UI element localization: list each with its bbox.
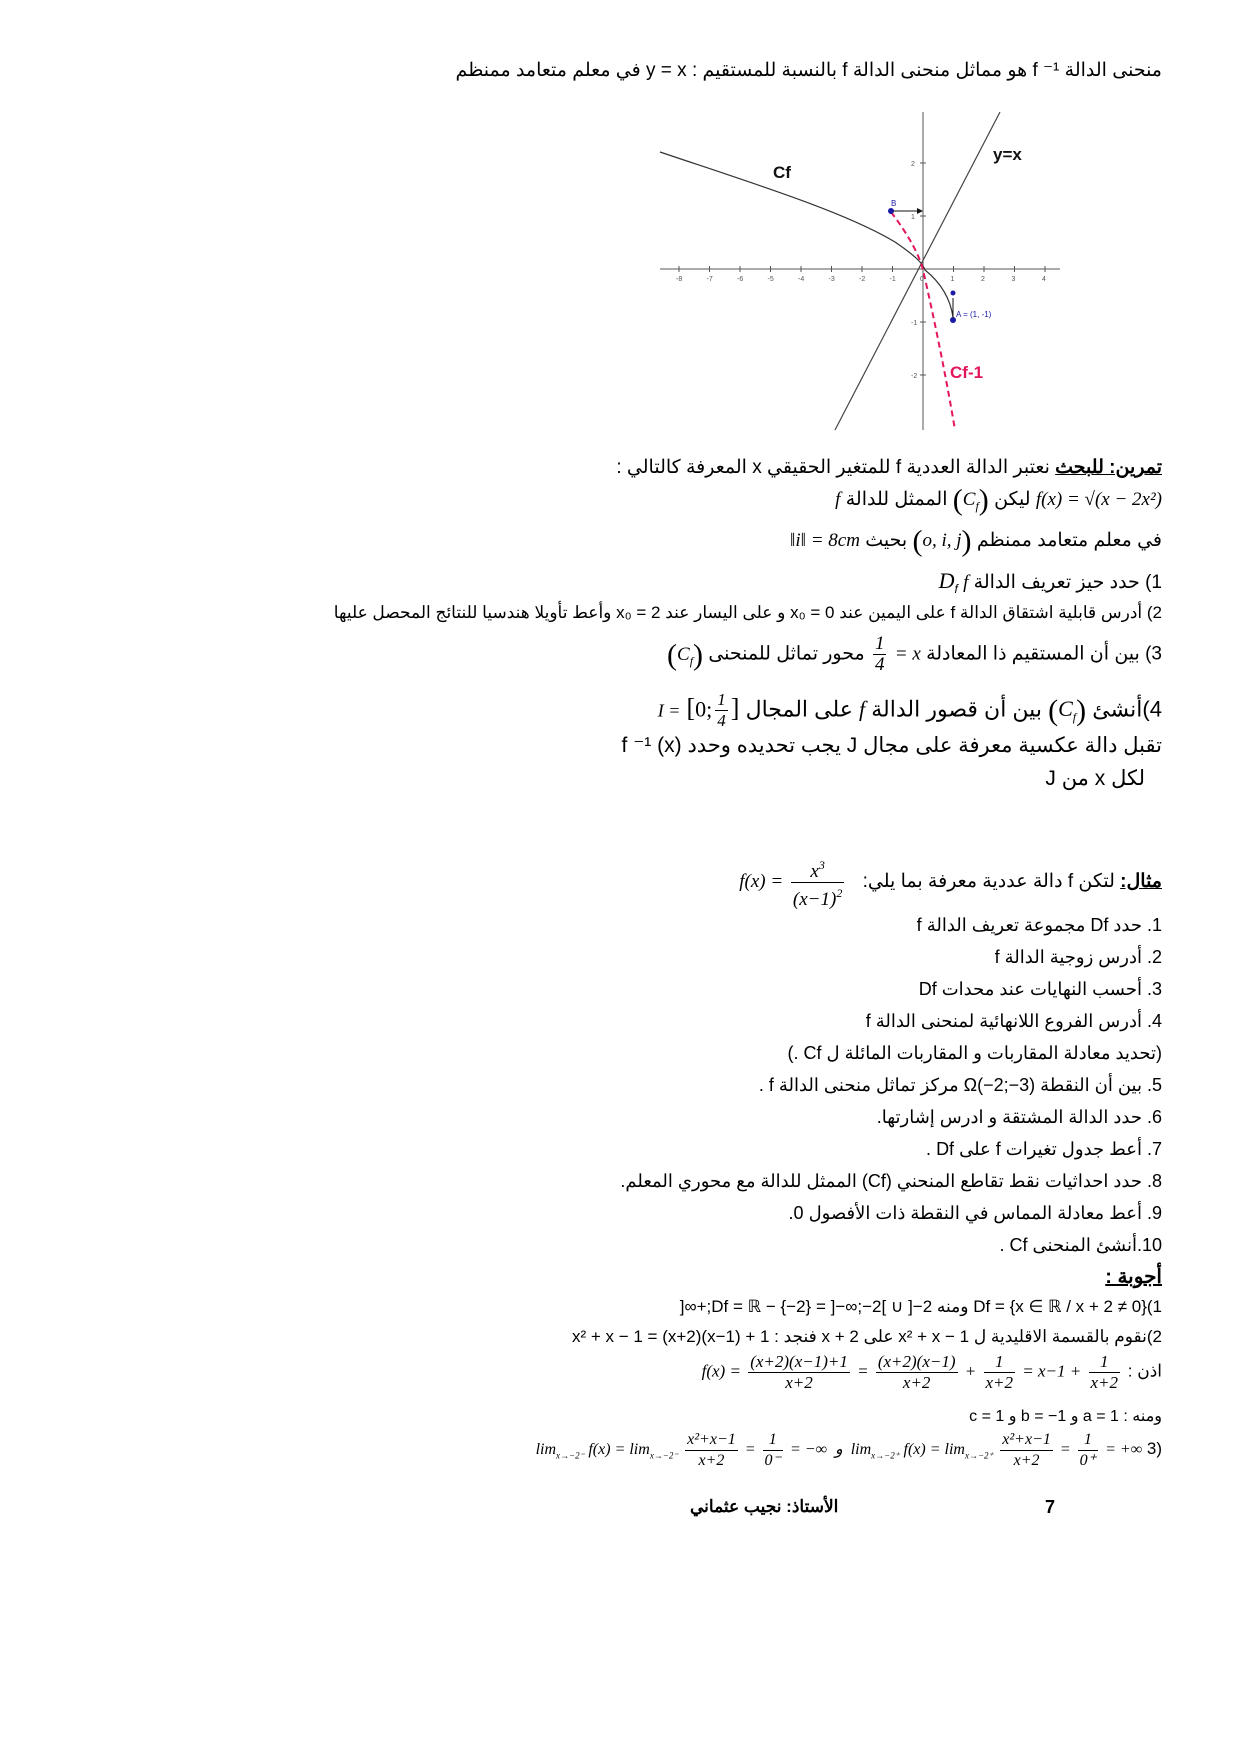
example-item: 7. أعط جدول تغيرات f على Df . [926, 1139, 1162, 1159]
example-item: 8. حدد احداثيات نقط تقاطع المنحني (Cf) الممثل للدالة مع محوري المعلم. [620, 1171, 1162, 1191]
y-axis-ticks [911, 161, 926, 380]
label-y-equals-x: y=x [993, 145, 1022, 164]
label-a: A = (1, -1) [956, 310, 992, 319]
x-tick-label: 1 [950, 276, 955, 283]
line-y-equals-x [835, 112, 1000, 430]
example-item: 9. أعط معادلة المماس في النقطة ذات الأفصول 0. [788, 1203, 1162, 1223]
x-tick-label: -3 [828, 276, 835, 283]
example-item: 4. أدرس الفروع اللانهائية لمنحنى الدالة f [865, 1011, 1162, 1031]
arrowhead-b [917, 208, 923, 214]
example-title: مثال: [1120, 870, 1162, 892]
label-cf-inverse: Cf-1 [950, 363, 984, 382]
answer-2: 2)نقوم بالقسمة الاقليدية ل x² + x − 1 على x + 2 فنجد : x² + x − 1 = (x+2)(x−1) + 1 [571, 1327, 1162, 1346]
example-item: 5. بين أن النقطة Ω(−2;−3) مركز تماثل منحنى الدالة f . [758, 1075, 1162, 1095]
x-tick-label: 2 [981, 276, 985, 283]
x-tick-label: -1 [889, 276, 896, 283]
frame-notation: (o, i, j) [912, 524, 972, 558]
norm-i: ‖i‖ = 8cm [790, 530, 860, 551]
example-formula: f(x) = $\frac{x^3}{(x-1)^2}$ [739, 855, 847, 910]
x-tick-label: -8 [676, 276, 683, 283]
question-3: 3) بين أن المستقيم ذا المعادلة x = $\frac{1}{4}$ محور تماثل للمنحنى $(C_f)$ [667, 633, 1162, 675]
page-number: 7 [1045, 1497, 1056, 1517]
example-item: (تحديد معادلة المقاربات و المقاربات المائلة ل Cf .) [787, 1043, 1162, 1063]
question-2: 2) أدرس قابلية اشتقاق الدالة f على اليمين عند x₀ = 0 و على اليسار عند 2 = x₀ وأعط تأويلا هندسيا للنتائج المحصل عليها [333, 603, 1162, 622]
x-tick-label: -7 [706, 276, 713, 283]
exercise-line3: في معلم متعامد ممنظم (o, i, j) بحيث ‖i‖ = 8cm [790, 524, 1162, 558]
question-4: 4)أنشئ $(C_f)$ بين أن قصور الدالة f على المجال I = [0; $\frac{1}{4}$ ] [657, 690, 1162, 730]
answers-title: أجوبة : [1105, 1266, 1162, 1288]
question-4-line3: لكل x من J [1045, 767, 1145, 790]
y-tick-label: -1 [911, 320, 918, 327]
example-items [262, 912, 1162, 1264]
answer-3: (3 $\lim_{x\to-2^-} f(x) = \lim_{x\to-2^-}$ $\frac{\text{x²+x−1}}{x+2}$ = $\frac{1}{0^-}$ = −∞ و $\lim_{x\to-2^+} f(x) = \lim_{x\to-2^+}$ $\frac{\text{x²+x−1}}{x+2}$ = $\frac{1}{0^+}$ = +∞ [535, 1431, 1162, 1469]
example-item: 1. حدد Df مجموعة تعريف الدالة f [916, 915, 1162, 935]
example-item: 10.أنشئ المنحنى Cf . [999, 1235, 1162, 1255]
exercise-title: تمرين: للبحث [1055, 457, 1162, 478]
x-tick-label: -5 [767, 276, 774, 283]
label-b: B [891, 199, 897, 208]
x-tick-label: -2 [859, 276, 866, 283]
question-4-line2: تقبل دالة عكسية معرفة على مجال J يجب تحديده وحدد f ⁻¹ (x) [621, 734, 1162, 757]
y-tick-label: 1 [911, 214, 915, 221]
division-formula: f(x) = $\frac{(x+2)(x-1)+1}{x+2}$ = $\frac{(x+2)(x-1)}{x+2}$ + $\frac{1}{x+2}$ = x−1 + $\frac{1}{x+2}$ [701, 1352, 1119, 1392]
exercise-intro: تمرين: للبحث نعتبر الدالة العددية f للمتغير الحقيقي x المعرفة كالتالي : [616, 457, 1162, 478]
point-a2 [951, 291, 956, 296]
example-item: 6. حدد الدالة المشتقة و ادرس إشارتها. [876, 1107, 1162, 1127]
x-tick-label: -6 [737, 276, 744, 283]
example-intro: مثال: لتكن f دالة عددية معرفة بما يلي: f(x) = $\frac{x^3}{(x-1)^2}$ [739, 855, 1162, 910]
example-item: 2. أدرس زوجية الدالة f [994, 947, 1162, 967]
limits-formula: $\lim_{x\to-2^-} f(x) = \lim_{x\to-2^-}$ $\frac{\text{x²+x−1}}{x+2}$ = $\frac{1}{0^-}$ = −∞ و $\lim_{x\to-2^+} f(x) = \lim_{x\to-2^+}$ $\frac{\text{x²+x−1}}{x+2}$ = $\frac{1}{0^+}$ = +∞ [535, 1431, 1143, 1469]
answer-2-result: ومنه : a = 1 و b = −1 و c = 1 [969, 1408, 1162, 1425]
question-1: 1) حدد حيز تعريف الدالة $D_f$ f [938, 568, 1162, 596]
answer-2-division: اذن : f(x) = $\frac{(x+2)(x-1)+1}{x+2}$ = $\frac{(x+2)(x-1)}{x+2}$ + $\frac{1}{x+2}$ = x−1 + $\frac{1}{x+2}$ [701, 1352, 1162, 1392]
exercise-line2: f(x) = √(x − 2x²) ليكن $(C_f)$ الممثل للدالة f [835, 483, 1162, 517]
x-tick-label: 3 [1011, 276, 1016, 283]
label-cf: Cf [773, 163, 791, 182]
x-tick-label: 0 [920, 276, 924, 283]
x-tick-label: 4 [1042, 276, 1046, 283]
x-tick-label: -4 [798, 276, 805, 283]
curve-cf [660, 152, 953, 317]
y-tick-label: 2 [911, 161, 915, 168]
fraction-one-quarter: $\frac{1}{4}$ [874, 633, 885, 675]
intro-sentence: منحنى الدالة f ⁻¹ هو مماثل منحنى الدالة f بالنسبة للمستقيم : y = x في معلم متعامد ممنظم [455, 60, 1162, 81]
author: الأستاذ: نجيب عثماني [690, 1497, 839, 1516]
function-graph [655, 112, 1075, 432]
formula-f: f(x) = √(x − 2x²) [1035, 489, 1162, 510]
y-tick-label: -2 [911, 373, 918, 380]
answer-1: Df = {x ∈ ℝ / x + 2 ≠ 0}(1 ومنه Df = ℝ − {−2} = ]−∞;−2[ ∪ ]−2;+∞[ [679, 1297, 1162, 1316]
example-item: 3. أحسب النهايات عند محدات Df [918, 979, 1162, 999]
